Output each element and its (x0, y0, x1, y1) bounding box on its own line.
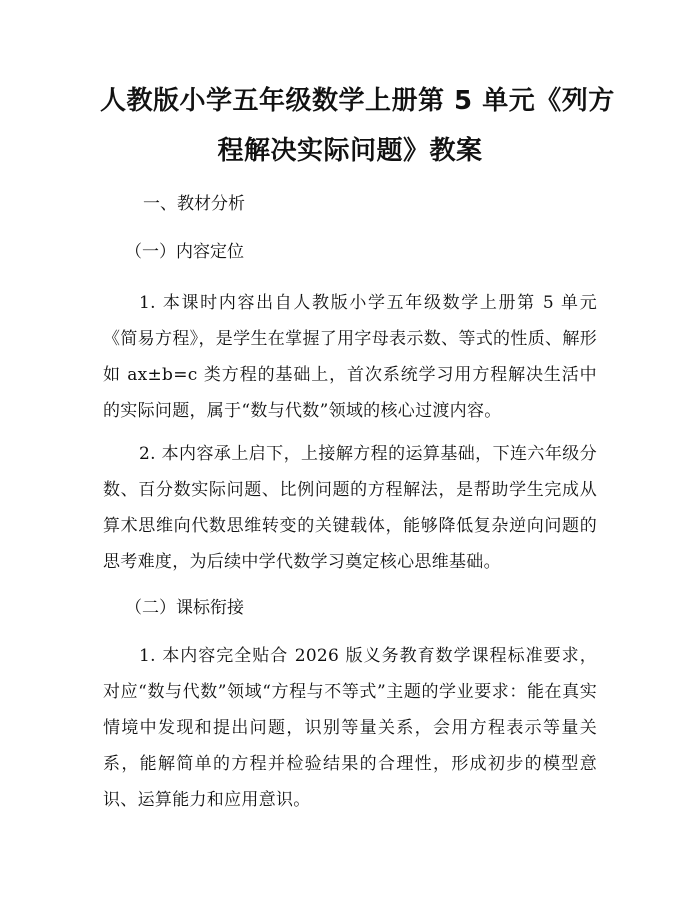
section-heading-textbook-analysis: 一、教材分析 (143, 194, 245, 214)
document-title-line-1: 人教版小学五年级数学上册第 5 单元《列方 (100, 86, 615, 116)
subsection-heading-curriculum-standards: （二）课标衔接 (125, 598, 244, 618)
subsection-heading-content-positioning: （一）内容定位 (125, 242, 244, 262)
paragraph-curriculum-standards-1: 1. 本内容完全贴合 2026 版义务教育数学课程标准要求，对应“数与代数”领域“方程与不等式”主题的学业要求：能在真实情境中发现和提出问题，识别等量关系，会用方程表示等量关系，能解简单的方程并检验结果的合理性，形成初步的模型意识、运算能力和应用意识。 (103, 646, 597, 810)
document-title-line-2: 程解决实际问题》教案 (217, 136, 483, 166)
paragraph-content-positioning-1: 1. 本课时内容出自人教版小学五年级数学上册第 5 单元《简易方程》，是学生在掌握了用字母表示数、等式的性质、解形如 ax±b=c 类方程的基础上，首次系统学习用方程解决生活中的实际问题，属于“数与代数”领域的核心过渡内容。 (103, 293, 597, 421)
paragraph-content-positioning-2: 2. 本内容承上启下，上接解方程的运算基础，下连六年级分数、百分数实际问题、比例问题的方程解法，是帮助学生完成从算术思维向代数思维转变的关键载体，能够降低复杂逆向问题的思考难度，为后续中学代数学习奠定核心思维基础。 (103, 444, 597, 572)
